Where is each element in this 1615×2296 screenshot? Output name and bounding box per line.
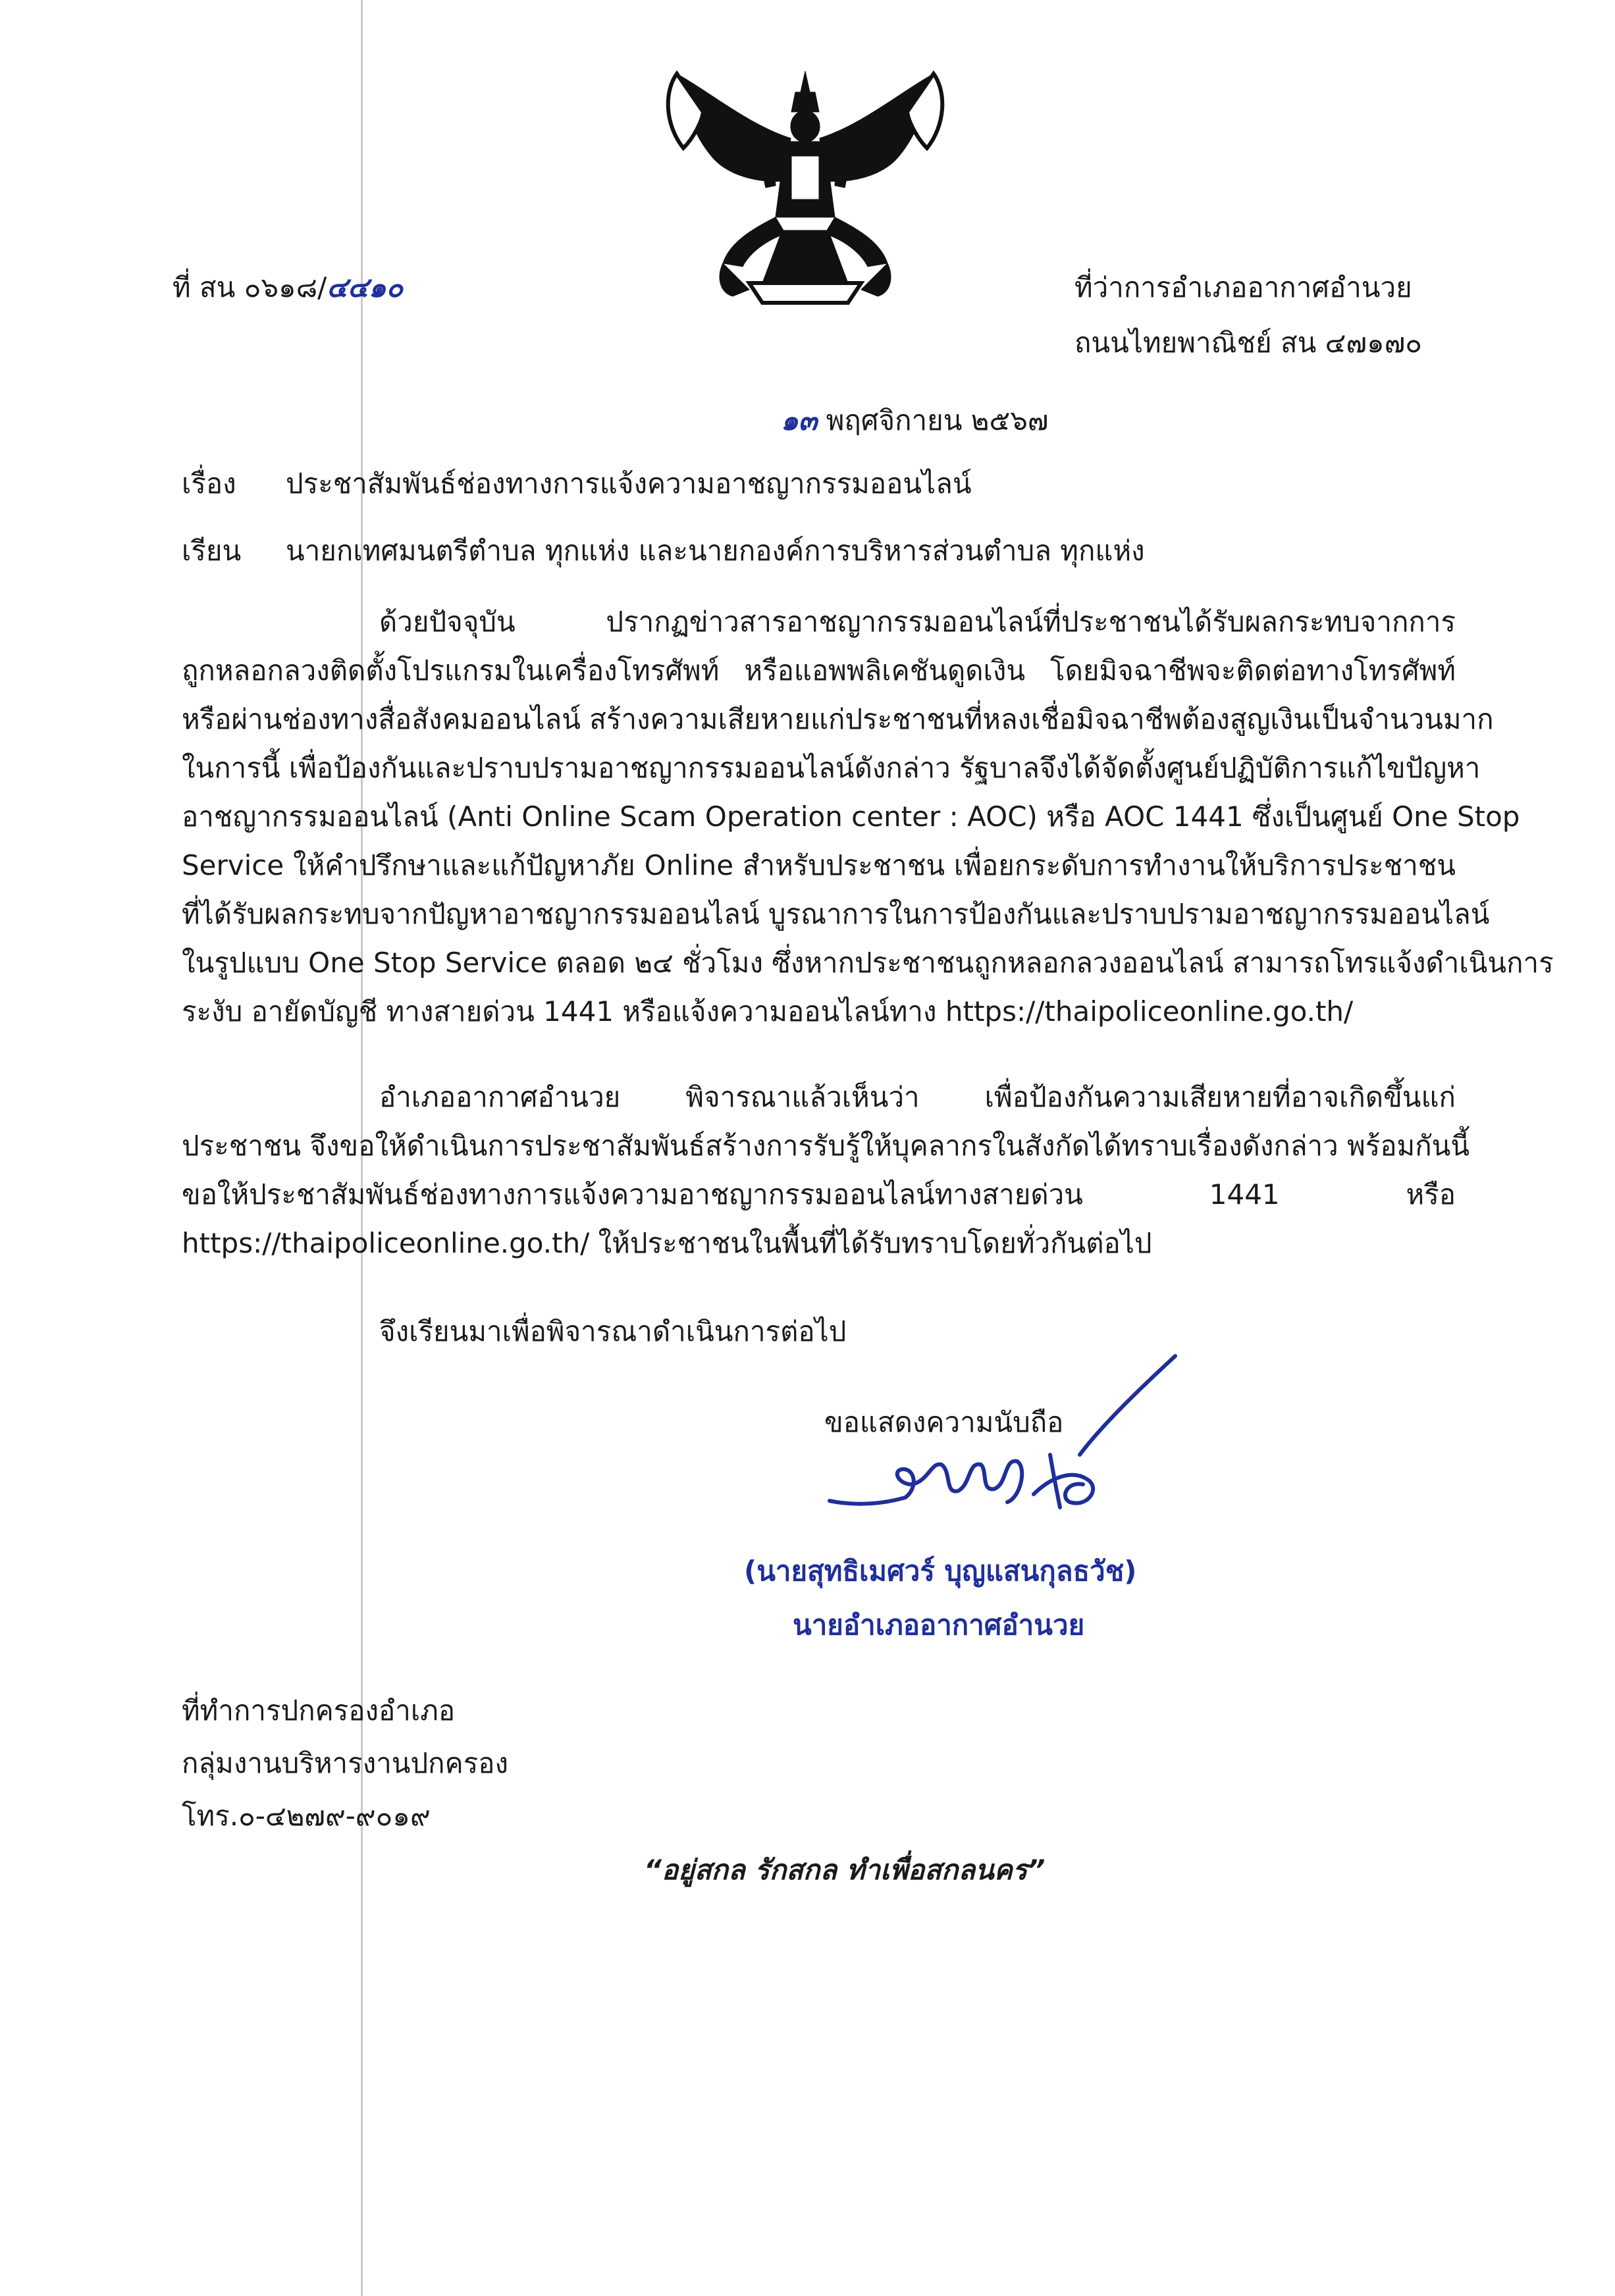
paragraph-line: ด้วยปัจจุบัน ปรากฏข่าวสารอาชญากรรมออนไลน์ที่ประชาชนได้รับผลกระทบจากการ — [379, 606, 1456, 638]
footer-unit-line-2: กลุ่มงานบริหารงานปกครอง — [182, 1747, 508, 1779]
paragraph-line: ถูกหลอกลวงติดตั้งโปรแกรมในเครื่องโทรศัพท์ หรือแอพพลิเคชันดูดเงิน โดยมิจฉาชีพจะติดต่อทางโทรศัพท์ — [182, 654, 1456, 687]
paragraph-line: หรือผ่านช่องทางสื่อสังคมออนไลน์ สร้างความเสียหายแก่ประชาชนที่หลงเชื่อมิจฉาชีพต้องสูญเงินเป็นจำนวนมาก — [182, 703, 1494, 735]
paragraph-line: ประชาชน จึงขอให้ดำเนินการประชาสัมพันธ์สร้างการรับรู้ให้บุคลากรในสังกัดได้ทราบเรื่องดังกล่าว พร้อมกันนี้ — [182, 1130, 1470, 1162]
letter-date — [781, 404, 1049, 437]
paragraph-line: ในรูปแบบ One Stop Service ตลอด ๒๔ ชั่วโมง ซึ่งหากประชาชนถูกหลอกลวงออนไลน์ สามารถโทรแจ้งดำเนินการ — [182, 947, 1554, 979]
date-day-handwritten: ๑๓ — [781, 404, 818, 436]
subject-text: ประชาสัมพันธ์ช่องทางการแจ้งความอาชญากรรมออนไลน์ — [286, 467, 972, 500]
reference-handwritten-number: ๔๔๑๐ — [327, 271, 404, 303]
recipient-text: นายกเทศมนตรีตำบล ทุกแห่ง และนายกองค์การบริหารส่วนตำบล ทุกแห่ง — [286, 535, 1145, 567]
footer-slogan: “อยู่สกล รักสกล ทำเพื่อสกลนคร” — [644, 1854, 1046, 1886]
paragraph-line: ขอให้ประชาสัมพันธ์ช่องทางการแจ้งความอาชญากรรมออนไลน์ทางสายด่วน 1441 หรือ — [182, 1178, 1456, 1211]
paragraph-line: Service ให้คำปรึกษาและแก้ปัญหาภัย Online สำหรับประชาชน เพื่อยกระดับการทำงานให้บริการประชาชน — [182, 849, 1456, 881]
reference-prefix: ที่ สน ๐๖๑๘/ — [172, 271, 327, 303]
footer-unit-line-1: ที่ทำการปกครองอำเภอ — [182, 1694, 456, 1727]
subject-label: เรื่อง — [182, 467, 236, 500]
handwritten-signature — [790, 1349, 1198, 1567]
body-paragraph-2 — [182, 1073, 1470, 1268]
office-address: ถนนไทยพาณิชย์ สน ๔๗๑๗๐ — [1074, 326, 1422, 359]
paragraph-line: อาชญากรรมออนไลน์ (Anti Online Scam Operation center : AOC) หรือ AOC 1441 ซึ่งเป็นศูนย์ One Stop — [182, 800, 1520, 833]
paragraph-line: ที่ได้รับผลกระทบจากปัญหาอาชญากรรมออนไลน์ บูรณาการในการป้องกันและปราบปรามอาชญากรรมออนไลน์ — [182, 898, 1490, 930]
closing-salutation: ขอแสดงความนับถือ — [824, 1406, 1064, 1438]
footer-phone: โทร.๐-๔๒๗๙-๙๐๑๙ — [182, 1800, 431, 1832]
paragraph-line: ระงับ อายัดบัญชี ทางสายด่วน 1441 หรือแจ้งความออนไลน์ทาง https://thaipoliceonline.go.th/ — [182, 995, 1354, 1028]
office-name: ที่ว่าการอำเภออากาศอำนวย — [1074, 271, 1412, 303]
reference-number — [172, 271, 403, 304]
signatory-name: (นายสุทธิเมศวร์ บุญแสนกุลธวัช) — [744, 1555, 1137, 1587]
closing-request: จึงเรียนมาเพื่อพิจารณาดำเนินการต่อไป — [379, 1315, 847, 1347]
garuda-emblem — [650, 66, 960, 311]
paragraph-line: https://thaipoliceonline.go.th/ ให้ประชาชนในพื้นที่ได้รับทราบโดยทั่วกันต่อไป — [182, 1227, 1152, 1259]
paragraph-line: อำเภออากาศอำนวย พิจารณาแล้วเห็นว่า เพื่อป้องกันความเสียหายที่อาจเกิดขึ้นแก่ — [379, 1081, 1456, 1113]
paragraph-line: ในการนี้ เพื่อป้องกันและปราบปรามอาชญากรรมออนไลน์ดังกล่าว รัฐบาลจึงได้จัดตั้งศูนย์ปฏิบัติการแก้ไขปัญหา — [182, 752, 1481, 784]
date-month-year: พฤศจิกายน ๒๕๖๗ — [826, 404, 1049, 436]
body-paragraph-1 — [182, 598, 1554, 1036]
signatory-position: นายอำเภออากาศอำนวย — [793, 1609, 1085, 1641]
recipient-label: เรียน — [182, 535, 242, 567]
